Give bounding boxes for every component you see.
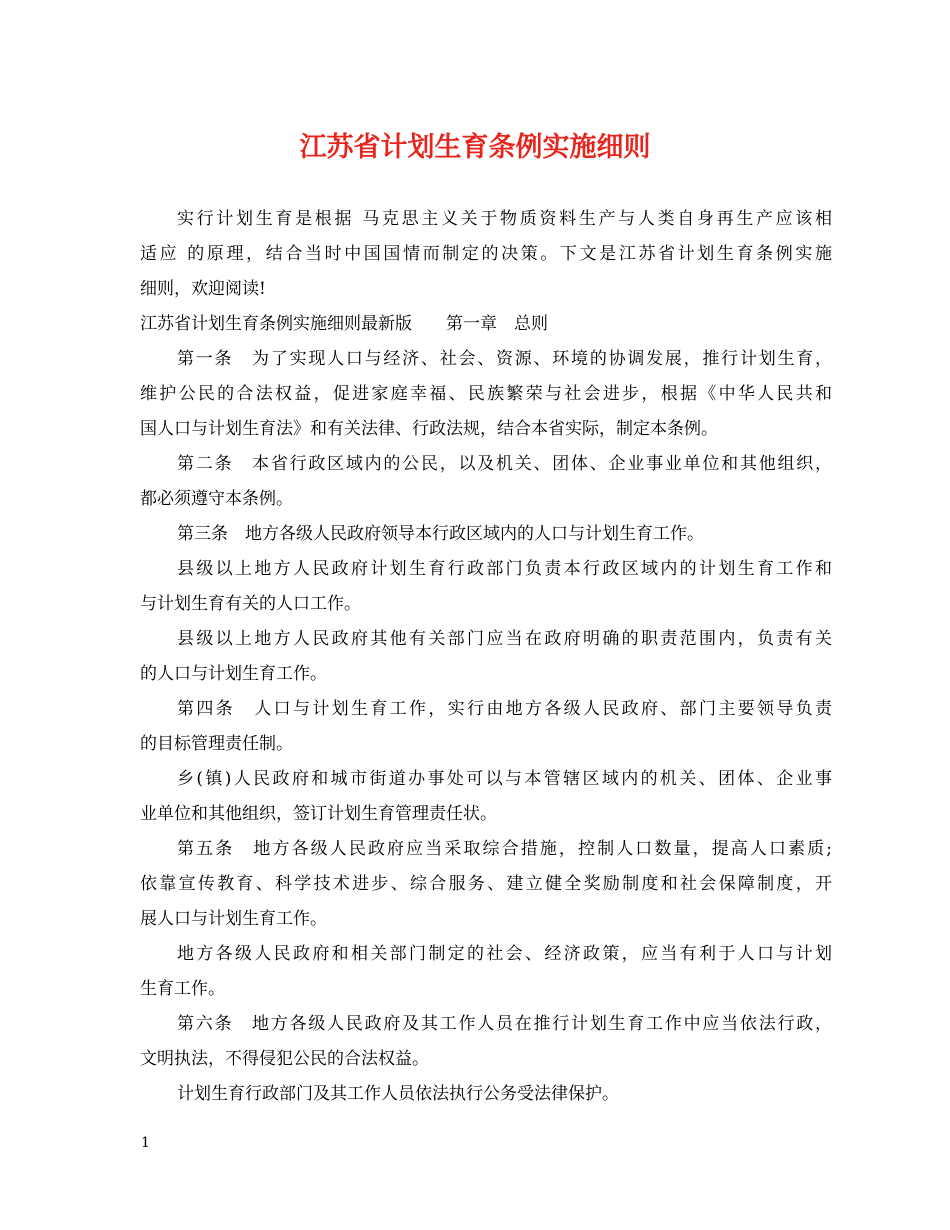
body-line: 的人口与计划生育工作。 <box>140 664 327 684</box>
body-line: 乡(镇)人民政府和城市街道办事处可以与本管辖区域内的机关、团体、企业事 <box>177 769 832 789</box>
body-line: 县级以上地方人民政府其他有关部门应当在政府明确的职责范围内，负责有关 <box>177 629 832 649</box>
page-number: 1 <box>141 1135 150 1151</box>
document-title: 江苏省计划生育条例实施细则 <box>299 132 651 163</box>
body-line: 业单位和其他组织，签订计划生育管理责任状。 <box>140 804 497 824</box>
body-line: 地方各级人民政府和相关部门制定的社会、经济政策，应当有利于人口与计划 <box>177 944 832 964</box>
body-line: 第四条 人口与计划生育工作，实行由地方各级人民政府、部门主要领导负责 <box>177 699 832 719</box>
body-line: 第三条 地方各级人民政府领导本行政区域内的人口与计划生育工作。 <box>177 524 704 544</box>
body-line: 文明执法，不得侵犯公民的合法权益。 <box>140 1049 429 1069</box>
body-line: 都必须遵守本条例。 <box>140 489 293 509</box>
body-line: 第六条 地方各级人民政府及其工作人员在推行计划生育工作中应当依法行政， <box>177 1014 832 1034</box>
body-line: 细则，欢迎阅读! <box>140 279 266 299</box>
body-line: 的目标管理责任制。 <box>140 734 293 754</box>
body-line: 第五条 地方各级人民政府应当采取综合措施，控制人口数量，提高人口素质; <box>177 839 832 859</box>
body-line: 江苏省计划生育条例实施细则最新版 第一章 总则 <box>140 314 548 334</box>
body-line: 适应 的原理，结合当时中国国情而制定的决策。下文是江苏省计划生育条例实施 <box>140 244 832 264</box>
body-line: 第二条 本省行政区域内的公民，以及机关、团体、企业事业单位和其他组织， <box>177 454 832 474</box>
body-line: 实行计划生育是根据 马克思主义关于物质资料生产与人类自身再生产应该相 <box>177 209 832 229</box>
document-body <box>140 202 832 1112</box>
body-line: 计划生育行政部门及其工作人员依法执行公务受法律保护。 <box>177 1084 619 1104</box>
body-line: 国人口与计划生育法》和有关法律、行政法规，结合本省实际，制定本条例。 <box>140 419 718 439</box>
body-line: 展人口与计划生育工作。 <box>140 909 327 929</box>
body-line: 生育工作。 <box>140 979 225 999</box>
body-line: 第一条 为了实现人口与经济、社会、资源、环境的协调发展，推行计划生育， <box>177 349 832 369</box>
body-line: 与计划生育有关的人口工作。 <box>140 594 361 614</box>
body-line: 县级以上地方人民政府计划生育行政部门负责本行政区域内的计划生育工作和 <box>177 559 832 579</box>
body-line: 依靠宣传教育、科学技术进步、综合服务、建立健全奖励制度和社会保障制度，开 <box>140 874 832 894</box>
body-line: 维护公民的合法权益，促进家庭幸福、民族繁荣与社会进步，根据《中华人民共和 <box>140 384 832 404</box>
